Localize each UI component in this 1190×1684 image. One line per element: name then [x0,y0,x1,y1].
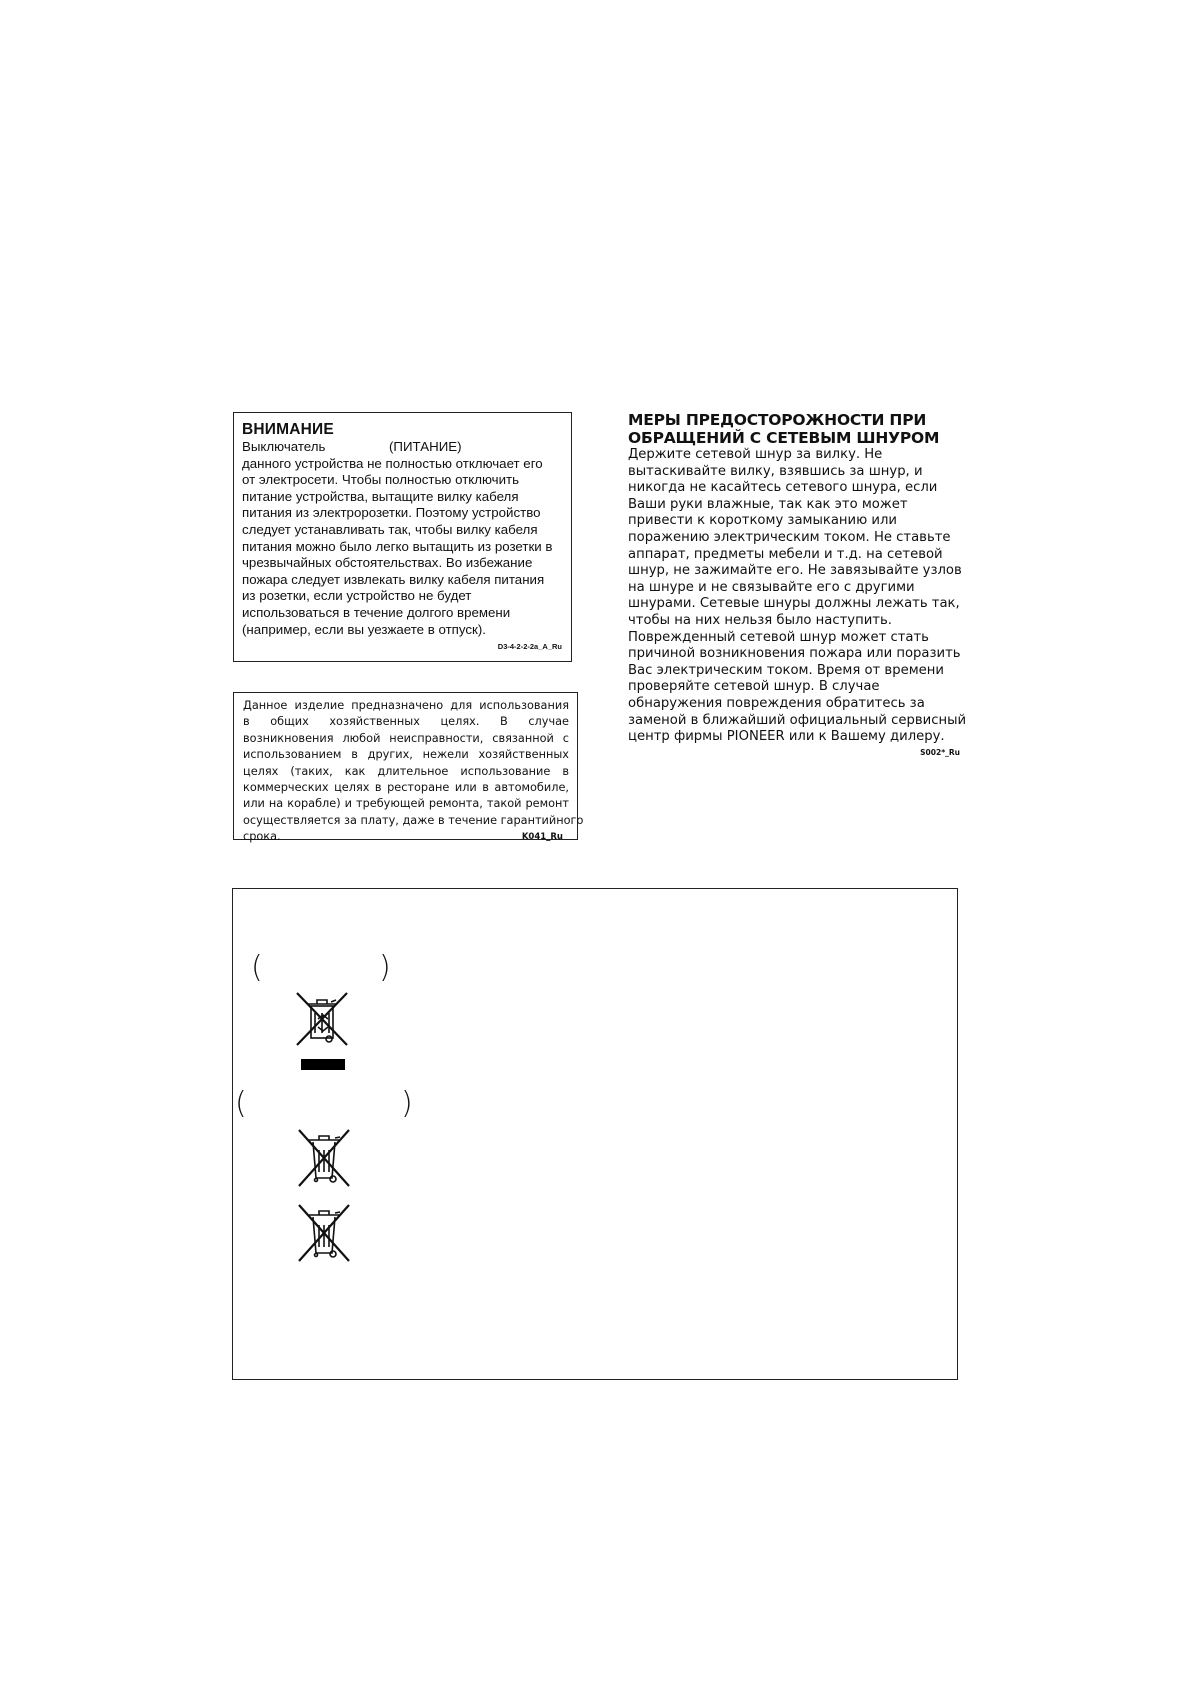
product-notice-last-line [243,829,569,845]
caution-text-line: из розетки, если устройство не будет [242,588,472,604]
cord-text-line: центр фирмы PIONEER или к Вашему дилеру. [628,729,945,745]
cord-text-line: Держите сетевой шнур за вилку. Не [628,447,883,462]
product-notice-line: возникновения любой неисправности, связанной с [243,731,569,745]
paren-close-2: ) [401,1086,413,1121]
cord-text-line: проверяйте сетевой шнур. В случае [628,679,880,695]
cord-text-line: поражению электрическим током. Не ставьте [628,529,951,545]
crossed-bin-icon [293,989,351,1049]
crossed-bin-icon [295,1126,353,1190]
caution-text-line: (например, если вы уезжаете в отпуск). [242,621,486,637]
cord-text-line: шнур, не зажимайте его. Не завязывайте узлов [628,563,962,579]
cord-text-line: обнаружения повреждения обратитесь за [628,695,925,711]
caution-text [242,456,561,639]
cord-text-line: никогда не касайтесь сетевого шнура, если [628,480,938,496]
cord-text-line: привести к короткому замыканию или [628,513,897,529]
caution-title: ВНИМАНИЕ [242,421,334,438]
caution-first-line [242,439,561,456]
switch-label: Выключатель [242,439,326,454]
product-notice-line: осуществляется за плату, даже в течение гарантийного [243,813,584,827]
cord-title [628,411,960,447]
product-notice-line: в общих хозяйственных целях. В случае [243,715,569,729]
product-notice-box [233,692,584,844]
caution-text-line: пожара следует извлекать вилку кабеля питания [242,571,545,587]
product-notice-line: или на корабле) и требующей ремонта, такой ремонт [243,797,569,811]
cord-title-line: ОБРАЩЕНИЙ С СЕТЕВЫМ ШНУРОМ [628,429,940,447]
cord-title-line: МЕРЫ ПРЕДОСТОРОЖНОСТИ ПРИ [628,411,927,429]
paren-open-2: ( [235,1086,247,1121]
caution-text-line: питания можно было легко вытащить из розетки в [242,538,553,554]
caution-text-line: от электросети. Чтобы полностью отключить [242,472,520,488]
product-notice-line: целях (таких, как длительное использование в [243,764,569,778]
cord-text-line: шнурами. Сетевые шнуры должны лежать так, [628,596,960,612]
caution-text-line: данного устройства не полностью отключает его [242,455,543,471]
product-notice-code: K041_Ru [521,832,563,843]
power-label: (ПИТАНИЕ) [389,439,462,454]
cord-text-line: Поврежденный сетевой шнур может стать [628,629,929,645]
caution-text-line: следует устанавливать так, чтобы вилку кабеля [242,521,538,537]
disposal-box [232,888,958,1380]
product-notice-text [243,698,584,829]
product-notice-last-text: срока. [243,830,281,844]
caution-code: D3-4-2-2-2a_A_Ru [497,642,562,651]
cord-text-line: на шнуре и не связывайте его с другими [628,579,915,595]
caution-text-line: чрезвычайных обстоятельствах. Во избежание [242,555,533,571]
product-notice-line: использованием в других, нежели хозяйственных [243,748,569,762]
caution-text-line: питания из электророзетки. Поэтому устройство [242,505,541,521]
product-notice-line: коммерческих целях в ресторане или в автомобиле, [243,781,569,795]
paren-open-1: ( [251,950,263,985]
cord-text-line: заменой в ближайший официальный сервисный [628,712,967,728]
cord-text-line: Ваши руки влажные, так как это может [628,496,908,512]
caution-text-line: использоваться в течение долгого времени [242,604,511,620]
crossed-bin-icon [295,1201,353,1265]
cord-text-line: аппарат, предметы мебели и т.д. на сетевой [628,546,943,562]
cord-precautions [628,411,967,757]
cord-text-line: вытаскивайте вилку, взявшись за шнур, и [628,463,923,479]
cord-text-line: причиной возникновения пожара или поразить [628,646,961,662]
cord-text-line: Вас электрическим током. Время от времени [628,662,944,678]
black-bar [301,1059,345,1070]
cord-text-line: чтобы на них нельзя было наступить. [628,612,892,628]
caution-box [233,412,572,662]
cord-code: S002*_Ru [920,747,960,757]
cord-text [628,447,967,746]
paren-close-1: ) [379,950,391,985]
caution-text-line: питание устройства, вытащите вилку кабеля [242,488,519,504]
product-notice-line: Данное изделие предназначено для использования [243,699,569,712]
